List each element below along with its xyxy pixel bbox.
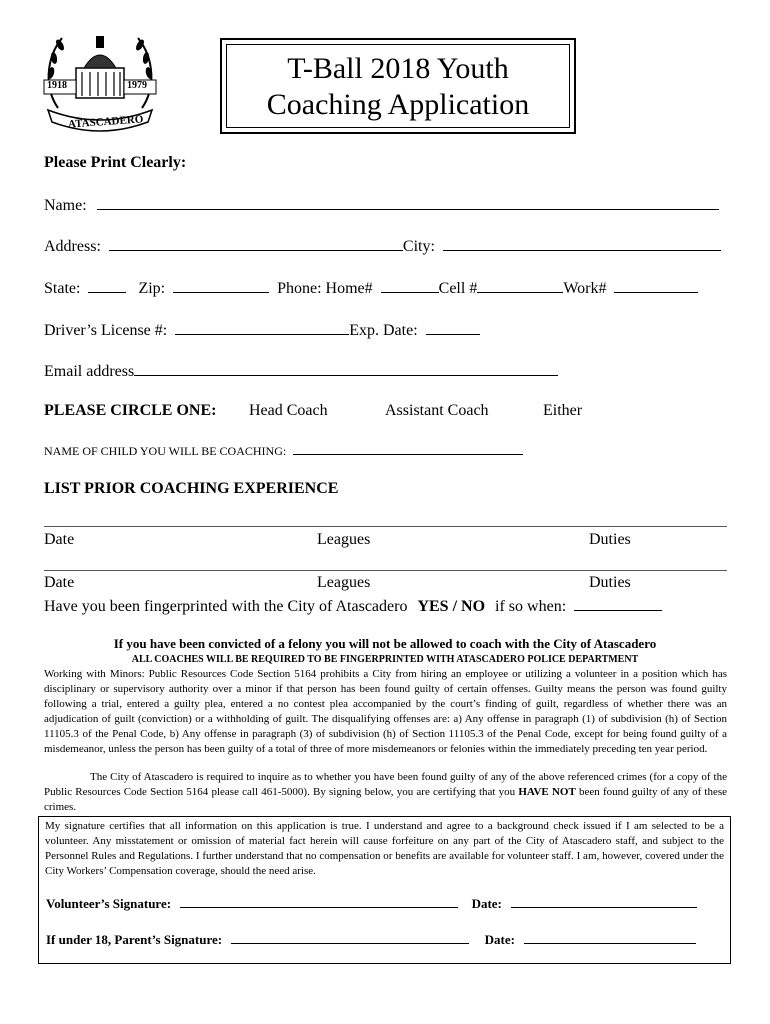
volunteer-date-label: Date:: [471, 896, 502, 911]
parent-sig-field[interactable]: [231, 929, 469, 944]
fingerprint-yes-no[interactable]: YES / NO: [417, 598, 486, 615]
name-field[interactable]: [97, 195, 719, 210]
title-line-2: Coaching Application: [266, 88, 530, 121]
exp-col-leagues-2: Leagues: [317, 574, 371, 591]
license-row: [44, 320, 480, 340]
child-name-label: NAME OF CHILD YOU WILL BE COACHING:: [44, 444, 287, 458]
inquire-paragraph: [44, 770, 727, 815]
exp-col-duties-1: Duties: [589, 531, 631, 548]
work-field[interactable]: [614, 278, 698, 293]
option-assistant-coach[interactable]: Assistant Coach: [385, 402, 489, 419]
experience-heading: LIST PRIOR COACHING EXPERIENCE: [44, 480, 339, 497]
fingerprint-question: Have you been fingerprinted with the City of Atascadero: [44, 598, 408, 615]
felony-heading: If you have been convicted of a felony you will not be allowed to coach with the City of Atascadero: [113, 636, 657, 651]
email-field[interactable]: [134, 361, 558, 376]
parent-date-label: Date:: [484, 932, 515, 947]
certify-paragraph: My signature certifies that all information on this application is true. I understand and agree to a background check issued if I am selected to be a volunteer. Any misstatement or omission of material fact herein will cause forfeiture on any part of the City of Atascadero staff, and subject to the Personnel Rules and Regulations. I further understand that no compensation or benefits are available for volunteer staff. I am, however, covered under the City Workers’ Compensation coverage, should the need arise.: [45, 820, 724, 877]
child-row: [44, 444, 523, 459]
parent-date-field[interactable]: [524, 929, 696, 944]
exp-date-label: Exp. Date:: [349, 322, 418, 339]
signature-box: [38, 816, 731, 964]
exp-date-field[interactable]: [426, 320, 480, 335]
address-row: [44, 236, 721, 256]
zip-field[interactable]: [173, 278, 269, 293]
phone-home-field[interactable]: [381, 278, 439, 293]
volunteer-date-field[interactable]: [511, 893, 697, 908]
logo-year-right: 1979: [127, 80, 147, 91]
work-label: Work#: [563, 280, 607, 297]
city-seal-logo: [40, 28, 160, 138]
circle-one-label: PLEASE CIRCLE ONE:: [44, 402, 217, 419]
volunteer-sig-field[interactable]: [180, 893, 458, 908]
circle-one-row: [44, 402, 216, 420]
email-label: Email address: [44, 363, 135, 380]
city-field[interactable]: [443, 236, 721, 251]
email-row: [44, 361, 558, 381]
experience-rule-1: [44, 526, 727, 527]
exp-col-date-1: Date: [44, 531, 75, 548]
fingerprint-when-label: if so when:: [495, 598, 567, 615]
inquire-end: been found guilty of any of these crimes.: [44, 786, 728, 813]
have-not-1: HAVE: [518, 786, 549, 798]
experience-rule-2: [44, 570, 727, 571]
exp-col-date-2: Date: [44, 574, 75, 591]
volunteer-sig-label: Volunteer’s Signature:: [46, 896, 172, 911]
minors-paragraph: Working with Minors: Public Resources Code Section 5164 prohibits a City from hiring an employee or utilizing a volunteer in a position which has disciplinary or supervisory authority over a minor if that person has been found guilty of certain offenses. Guilty means the person was found guilty following a trial, entered a guilty plea, entered a no contest plea accompanied by the court’s finding of guilt, regardless of whether there was an adjudication of guilt (conviction) or a withholding of guilt. The disqualifying offenses are: a) Any offense in paragraph (1) of subdivision (h) of Section 11105.3 of the Penal Code, b) Any offense in paragraph (3) of subdivision (h) of Section 11105.3 of the Penal Code, except for being found guilty of a misdemeanor, unless the person has been guilty of a total of three of more misdemeanors or felonies within the immediately preceding ten year period.: [44, 668, 727, 755]
title-line-1: T-Ball 2018 Youth: [287, 52, 509, 85]
drivers-license-label: Driver’s License #:: [44, 322, 168, 339]
state-field[interactable]: [88, 278, 126, 293]
option-either[interactable]: Either: [543, 402, 583, 419]
state-label: State:: [44, 280, 81, 297]
phone-home-label: Phone: Home#: [277, 280, 373, 297]
drivers-license-field[interactable]: [175, 320, 349, 335]
cell-label: Cell #: [438, 280, 478, 297]
option-head-coach[interactable]: Head Coach: [249, 402, 328, 419]
title-box: [220, 38, 576, 134]
address-label: Address:: [44, 238, 101, 255]
inquire-text: The City of Atascadero is required to inquire as to whether you have been found guilty of any of the above referenced crimes (for a copy of the Public Resources Code Section 5164 please call 461-5000). By signing below, you are certifying that you: [44, 771, 727, 798]
please-print-label: Please Print Clearly:: [44, 154, 187, 171]
name-label: Name:: [44, 197, 87, 214]
name-row: [44, 195, 719, 215]
contact-row: [44, 278, 698, 298]
city-label: City:: [402, 238, 435, 255]
fingerprint-when-field[interactable]: [574, 596, 662, 611]
cell-field[interactable]: [477, 278, 563, 293]
exp-col-leagues-1: Leagues: [317, 531, 371, 548]
volunteer-sig-row: [46, 893, 697, 912]
have-not-2: NOT: [551, 786, 576, 798]
exp-col-duties-2: Duties: [589, 574, 631, 591]
logo-year-left: 1918: [47, 80, 67, 91]
all-coaches-notice: ALL COACHES WILL BE REQUIRED TO BE FINGERPRINTED WITH ATASCADERO POLICE DEPARTMENT: [131, 654, 639, 665]
parent-sig-row: [46, 929, 696, 948]
fingerprint-row: [44, 596, 662, 616]
address-field[interactable]: [109, 236, 403, 251]
zip-label: Zip:: [138, 280, 166, 297]
logo-city-name: ATASCADERO: [67, 113, 144, 131]
parent-sig-label: If under 18, Parent’s Signature:: [46, 932, 223, 947]
child-name-field[interactable]: [293, 444, 523, 455]
